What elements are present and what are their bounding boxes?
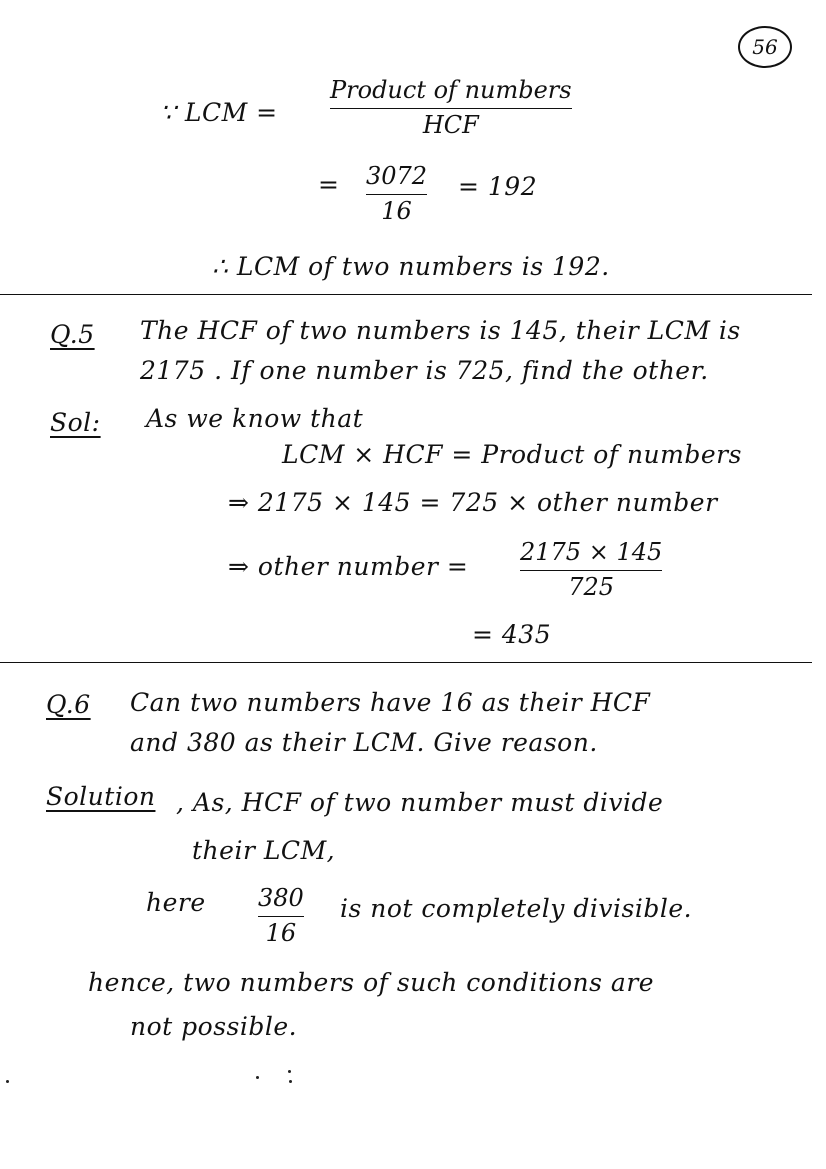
- q5-sol-line5: = 435: [472, 620, 552, 649]
- q5-label: Q.5: [50, 320, 95, 349]
- eq2-fraction: [366, 162, 427, 225]
- eq2-result: = 192: [458, 172, 538, 201]
- because-lcm-label: ∵ LCM =: [160, 98, 278, 127]
- section-divider: [0, 662, 812, 663]
- q6-fraction-numerator: 380: [258, 884, 304, 912]
- q6-sol-line2: their LCM,: [192, 836, 336, 865]
- ink-speck: [288, 1070, 291, 1073]
- q6-sol-line3-prefix: here: [146, 888, 206, 917]
- formula-numerator: Product of numbers: [330, 76, 572, 104]
- q5-fraction-denominator: 725: [568, 573, 615, 601]
- eq2-numerator: 3072: [366, 162, 428, 190]
- q6-sol-label: Solution: [46, 782, 156, 811]
- q5-sol-line3: ⇒ 2175 × 145 = 725 × other number: [228, 488, 718, 517]
- q6-question-line2: and 380 as their LCM. Give reason.: [130, 728, 598, 757]
- q6-sol-line4: hence, two numbers of such conditions are: [88, 968, 655, 997]
- q5-question-line1: The HCF of two numbers is 145, their LCM is: [140, 316, 741, 345]
- lcm-conclusion: ∴ LCM of two numbers is 192.: [212, 252, 610, 281]
- q5-question-line2: 2175 . If one number is 725, find the other.: [140, 356, 709, 385]
- ink-speck: [6, 1080, 9, 1083]
- q6-fraction-denominator: 16: [265, 919, 297, 947]
- fraction-bar: [258, 916, 304, 917]
- fraction-bar: [330, 108, 572, 109]
- q5-sol-line1: As we know that: [146, 404, 364, 433]
- q5-other-number-fraction: [520, 538, 662, 601]
- q6-sol-line3-suffix: is not completely divisible.: [340, 894, 693, 923]
- q5-sol-label: Sol:: [50, 408, 101, 437]
- q5-sol-line2: LCM × HCF = Product of numbers: [282, 440, 742, 469]
- eq2-denominator: 16: [381, 197, 412, 225]
- q5-fraction-numerator: 2175 × 145: [520, 538, 663, 566]
- section-divider: [0, 294, 812, 295]
- eq2-prefix: =: [318, 170, 340, 199]
- ink-speck: [289, 1080, 292, 1083]
- q5-sol-line4-prefix: ⇒ other number =: [228, 552, 469, 581]
- q6-label: Q.6: [46, 690, 91, 719]
- ink-speck: [256, 1076, 259, 1079]
- formula-denominator: HCF: [422, 111, 479, 139]
- q6-fraction: [258, 884, 304, 947]
- page-number: 56: [738, 26, 792, 68]
- q6-question-line1: Can two numbers have 16 as their HCF: [130, 688, 651, 717]
- q6-sol-line5: not possible.: [130, 1012, 298, 1041]
- fraction-bar: [520, 570, 662, 571]
- q6-sol-line1: , As, HCF of two number must divide: [176, 788, 664, 817]
- fraction-bar: [366, 194, 427, 195]
- lcm-formula-fraction: [330, 76, 572, 139]
